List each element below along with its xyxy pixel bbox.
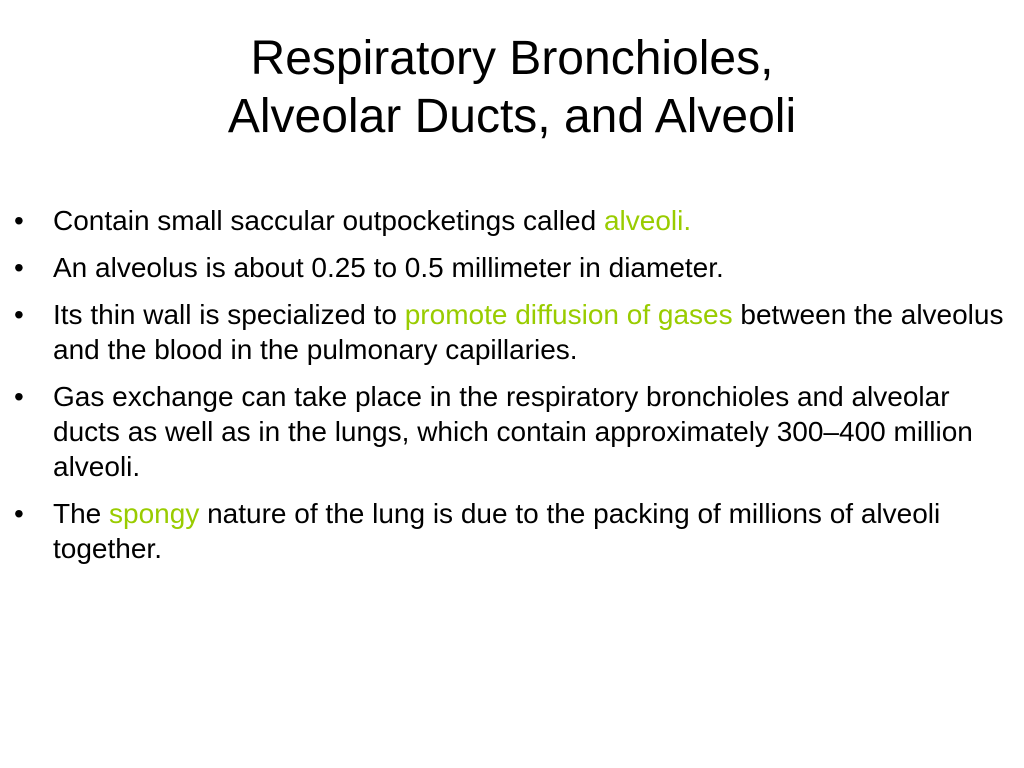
highlight-text: alveoli. xyxy=(603,205,692,236)
slide-title xyxy=(0,30,1024,146)
bullet-text-end: nature of the lung is due to the packing of millions of alveoli together. xyxy=(53,498,941,564)
bullet-icon: • xyxy=(14,498,24,529)
bullet-icon: • xyxy=(14,205,24,236)
bullet-icon: • xyxy=(14,299,24,330)
bullet-item-4 xyxy=(14,379,1004,484)
bullet-icon: • xyxy=(14,381,24,412)
bullet-item-3 xyxy=(14,297,1004,367)
bullet-item-2 xyxy=(14,250,1004,285)
bullet-text: An alveolus is about 0.25 to 0.5 millimeter in diameter. xyxy=(53,252,724,283)
bullet-item-5 xyxy=(14,496,1004,566)
bullet-text: Its thin wall is specialized to xyxy=(53,299,405,330)
bullet-icon: • xyxy=(14,252,24,283)
bullet-item-1 xyxy=(14,203,1004,238)
title-line-2: Alveolar Ducts, and Alveoli xyxy=(227,90,797,143)
bullet-list xyxy=(14,203,1004,578)
highlight-text: spongy xyxy=(109,498,200,529)
bullet-text: The xyxy=(53,498,110,529)
title-line-1: Respiratory Bronchioles, xyxy=(250,32,774,85)
bullet-text-end: between the alveolus and the blood in the pulmonary capillaries. xyxy=(53,299,1004,365)
bullet-text: Contain small saccular outpocketings called xyxy=(53,205,604,236)
highlight-text: promote diffusion of gases xyxy=(404,299,733,330)
bullet-text: Gas exchange can take place in the respiratory bronchioles and alveolar ducts as well as in the lungs, which contain approximately 300–400 million alveoli. xyxy=(53,381,973,482)
